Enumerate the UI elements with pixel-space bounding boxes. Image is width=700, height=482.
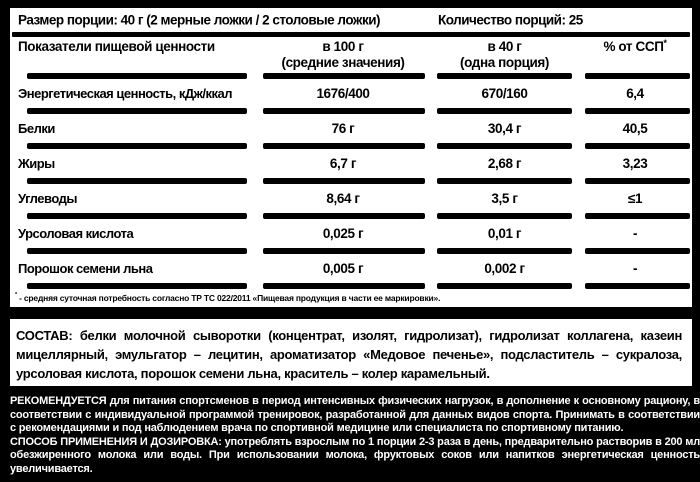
daily-value-footnote [10, 289, 692, 307]
per-100g-cell: 1676/400 [316, 86, 370, 101]
section-divider [10, 307, 692, 319]
daily-value-cell: ≤1 [627, 191, 643, 206]
nutrition-row-energy [10, 79, 692, 108]
nutrient-name-cell: Урсоловая кислота [18, 226, 134, 241]
separator-bar [263, 283, 425, 289]
per-100g-cell: 0,025 г [322, 226, 364, 241]
nutrition-row-flax-powder [10, 254, 692, 283]
row-separator [10, 283, 692, 289]
header-per-serving-line1: в 40 г [487, 39, 522, 54]
per-100g-cell: 8,64 г [326, 191, 360, 206]
separator-bar [27, 283, 247, 289]
daily-value-cell: 6,4 [626, 86, 644, 101]
daily-value-cell: 40,5 [622, 121, 648, 136]
nutrient-name-cell: Белки [18, 121, 55, 136]
daily-value-cell: - [632, 226, 638, 241]
per-serving-cell: 670/160 [481, 86, 528, 101]
header-daily-value [578, 37, 692, 73]
composition-panel [10, 319, 692, 386]
nutrition-table-panel [10, 8, 692, 307]
nutrient-name-cell: Углеводы [18, 191, 77, 206]
dosage-text: СПОСОБ ПРИМЕНЕНИЯ И ДОЗИРОВКА: употреблять взрослым по 1 порции 2-3 раза в день, предварительно растворив в 200 мл обезжиренного молока или воды. При использовании молока, фруктовых соков или напитков энергетическая ценность увеличивается. [10, 435, 700, 475]
per-serving-cell: 0,01 г [487, 226, 522, 241]
daily-value-cell: 3,23 [622, 156, 648, 171]
serving-info-row [10, 8, 692, 32]
per-100g-cell: 0,005 г [322, 261, 364, 276]
servings-count-text: Количество порций: 25 [438, 12, 583, 28]
footnote-asterisk: * [15, 292, 17, 298]
recommendations-text: РЕКОМЕНДУЕТСЯ для питания спортсменов в период интенсивных физических нагрузок, в дополнение к основному рациону, в соответствии с индивидуальной программой тренировок, разработанной для данных видов спорта. Принимать в соответствии с рекомендациями и под наблюдением врача по спортивной медицине или специалиста по спортивному питанию. [10, 395, 700, 434]
per-100g-cell: 76 г [331, 121, 355, 136]
nutrient-name-cell: Порошок семени льна [18, 261, 153, 276]
daily-value-cell: - [632, 261, 638, 276]
header-indicators: Показатели пищевой ценности [18, 39, 215, 54]
nutrition-row-ursolic-acid [10, 219, 692, 248]
header-per-serving [431, 37, 578, 73]
header-per-serving-line2: (одна порция) [460, 55, 549, 70]
header-daily-value-text: % от ССП [603, 39, 664, 54]
nutrition-row-proteins [10, 114, 692, 143]
per-serving-cell: 2,68 г [487, 156, 522, 171]
table-header-row [10, 37, 692, 73]
header-per-100g-line2: (средние значения) [281, 55, 405, 70]
header-daily-value-asterisk: * [663, 38, 667, 48]
header-per-100g-line1: в 100 г [322, 39, 364, 54]
nutrient-name-cell: Энергетическая ценность, кДж/ккал [18, 86, 232, 101]
footnote-text: - средняя суточная потребность согласно ТР ТС 022/2011 «Пищевая продукция в части ее маркировки». [16, 293, 441, 303]
per-100g-cell: 6,7 г [329, 156, 357, 171]
per-serving-cell: 30,4 г [487, 121, 522, 136]
nutrient-name-cell: Жиры [18, 156, 55, 171]
usage-section [10, 386, 700, 476]
nutrition-row-carbs [10, 184, 692, 213]
nutrition-row-fats [10, 149, 692, 178]
per-serving-cell: 0,002 г [484, 261, 525, 276]
serving-size-text: Размер порции: 40 г (2 мерные ложки / 2 столовые ложки) [18, 12, 381, 28]
separator-bar [437, 283, 572, 289]
header-per-100g [255, 37, 431, 73]
composition-text: СОСТАВ: белки молочной сыворотки (концентрат, изолят, гидролизат), гидролизат коллагена, казеин мицеллярный, эмульгатор – лецитин, ароматизатор «Медовое печенье», подсластитель – сукралоза, урсоловая кислота, порошок семени льна, краситель – колер карамельный. [16, 328, 682, 381]
separator-bar [585, 283, 690, 289]
per-serving-cell: 3,5 г [491, 191, 518, 206]
